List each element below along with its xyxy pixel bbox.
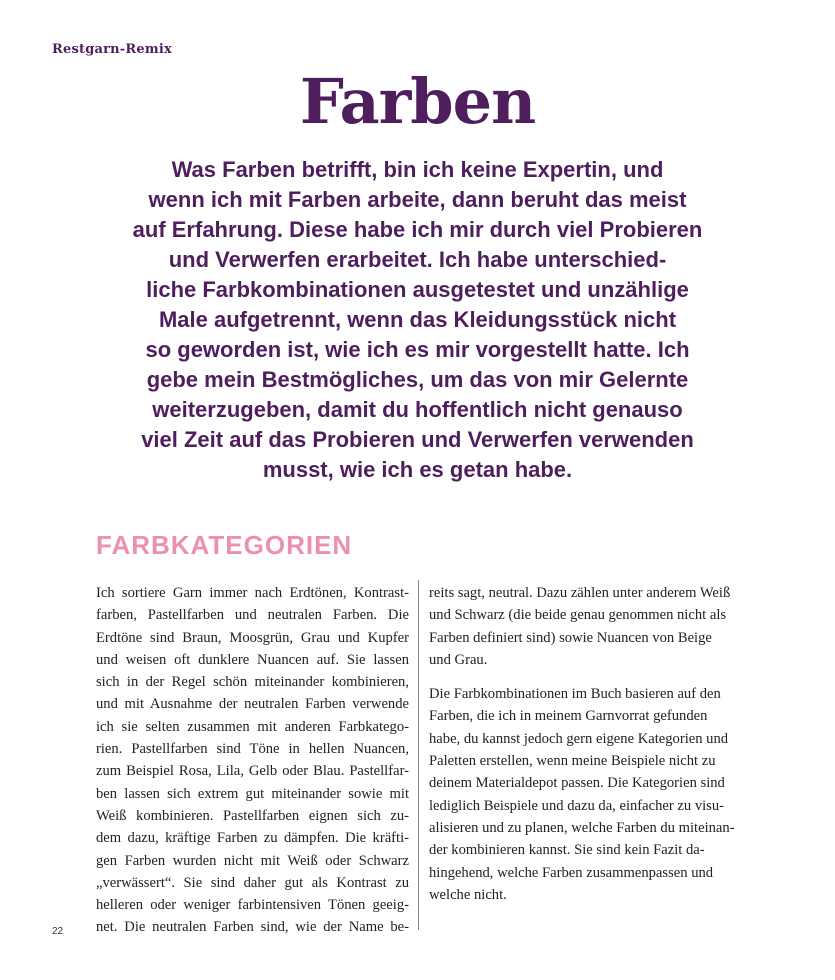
body-line: deinem Materialdepot passen. Die Kategorien sind	[429, 775, 725, 792]
body-line: Die Farbkombinationen im Buch basieren auf den	[429, 686, 721, 703]
intro-line: und Verwerfen erarbeitet. Ich habe unterschied-	[168, 247, 667, 272]
section-heading: FARBKATEGORIEN	[96, 530, 353, 560]
body-line: Farben, die ich in meinem Garnvorrat gefunden	[429, 708, 708, 725]
body-line: helleren oder weniger farbintensiven Tönen geeig-	[96, 897, 409, 914]
body-line: alisieren und zu planen, welche Farben du miteinan-	[429, 819, 735, 836]
body-line: Erdtöne sind Braun, Moosgrün, Grau und Kupfer	[96, 629, 409, 646]
body-line: welche nicht.	[429, 886, 507, 903]
body-line: Farben definiert sind) sowie Nuancen von Beige	[429, 629, 712, 646]
intro-line: viel Zeit auf das Probieren und Verwerfen verwenden	[141, 427, 694, 452]
intro-line: musst, wie ich es getan habe.	[262, 457, 573, 482]
column-divider	[418, 580, 419, 930]
body-line: und Grau.	[429, 651, 488, 668]
intro-line: Male aufgetrennt, wenn das Kleidungsstück nicht	[158, 307, 677, 332]
left-column	[96, 582, 409, 939]
running-head: Restgarn-Remix	[52, 42, 172, 57]
body-line: und mit Ausnahme der neutralen Farben verwende	[96, 696, 409, 713]
body-line: Weiß kombinieren. Pastellfarben eignen sich zu-	[96, 807, 409, 824]
body-line: farben, Pastellfarben und neutralen Farben. Die	[96, 607, 409, 624]
body-line: sich in der Regel schön miteinander kombinieren,	[96, 674, 409, 691]
body-line: und Schwarz (die beide genau genommen nicht als	[429, 607, 727, 624]
page-title: Farben	[299, 65, 536, 138]
body-line: ben lassen sich extrem gut miteinander sowie mit	[96, 785, 409, 802]
body-line: und weisen oft dunklere Nuancen auf. Sie lassen	[96, 651, 409, 668]
intro-paragraph	[95, 155, 740, 485]
intro-line: wenn ich mit Farben arbeite, dann beruht das meist	[148, 187, 687, 212]
body-line: ich sie selten zusammen mit anderen Farbkatego-	[96, 718, 409, 735]
body-line: Ich sortiere Garn immer nach Erdtönen, Kontrast-	[96, 585, 409, 601]
body-line: net. Die neutralen Farben sind, wie der Name be-	[96, 919, 409, 936]
page-number: 22	[52, 926, 64, 937]
paragraph	[429, 582, 743, 671]
intro-line: gebe mein Bestmögliches, um das von mir Gelernte	[146, 367, 689, 392]
body-line: hingehend, welche Farben zusammenpassen und	[429, 864, 714, 881]
body-line: lediglich Beispiele und dazu da, einfacher zu visu-	[429, 797, 725, 814]
body-line: Paletten erstellen, wenn meine Beispiele nicht zu	[429, 753, 716, 770]
intro-line: weiterzugeben, damit du hoffentlich nicht genauso	[152, 397, 683, 422]
intro-line: Was Farben betrifft, bin ich keine Expertin, und	[171, 157, 664, 182]
body-line: dem dazu, kräftige Farben zu dämpfen. Die kräfti-	[96, 830, 409, 847]
intro-line: auf Erfahrung. Diese habe ich mir durch viel Probieren	[132, 217, 703, 242]
body-line: zum Beispiel Rosa, Lila, Gelb oder Blau. Pastellfar-	[96, 763, 409, 780]
body-line: der kombinieren kannst. Sie sind kein Fazit da-	[429, 842, 705, 859]
body-line: rien. Pastellfarben sind Töne in hellen Nuancen,	[96, 741, 409, 758]
body-line: reits sagt, neutral. Dazu zählen unter anderem Weiß	[429, 585, 731, 601]
paragraph	[429, 683, 743, 906]
right-column	[429, 582, 743, 918]
intro-line: liche Farbkombinationen ausgetestet und unzählige	[146, 277, 689, 302]
body-line: gen Farben wurden nicht mit Weiß oder Schwarz	[96, 852, 409, 869]
body-line: habe, du kannst jedoch gern eigene Kategorien und	[429, 730, 729, 747]
intro-line: so geworden ist, wie ich es mir vorgestellt hatte. Ich	[145, 337, 690, 362]
body-line: „verwässert“. Sie sind daher gut als Kontrast zu	[96, 874, 409, 891]
